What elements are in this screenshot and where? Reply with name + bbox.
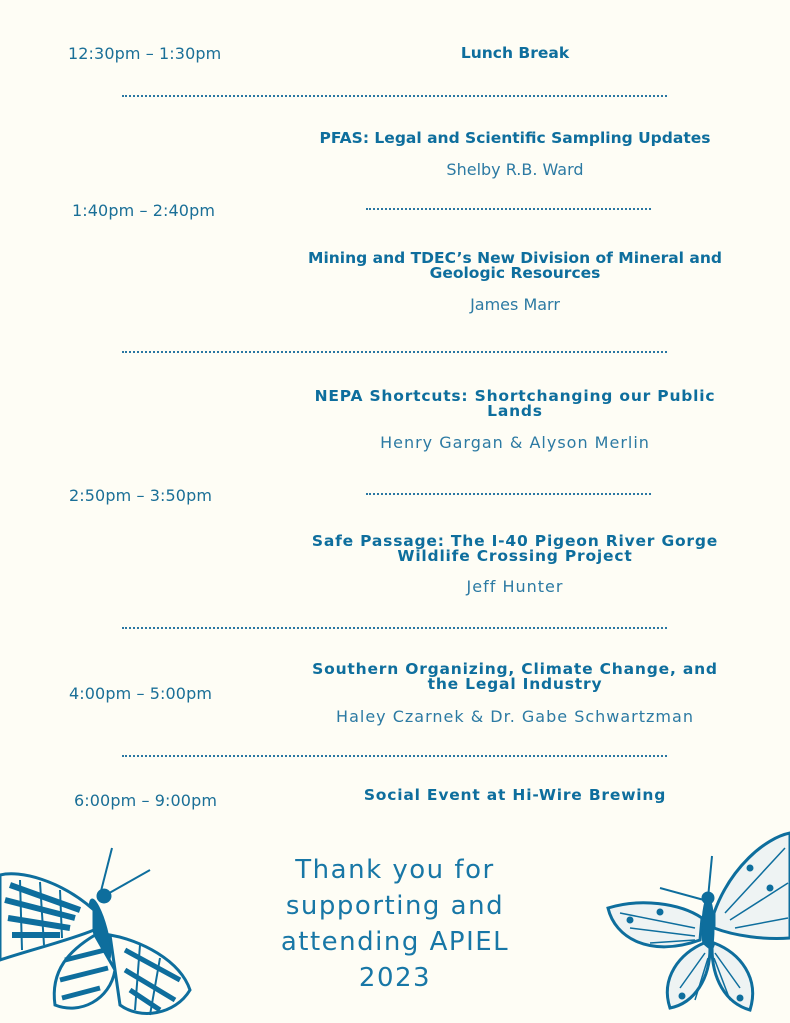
divider	[122, 95, 667, 97]
closing-line4: 2023	[358, 963, 432, 993]
speaker-southern: Haley Czarnek & Dr. Gabe Schwartzman	[336, 707, 694, 726]
talk-title-safe-passage-line2: Wildlife Crossing Project	[397, 547, 633, 565]
speaker-mining: James Marr	[470, 295, 560, 314]
divider	[122, 755, 667, 757]
talk-title-mining-line2: Geologic Resources	[429, 264, 601, 282]
divider	[122, 627, 667, 629]
closing-line3: attending APIEL	[280, 927, 510, 957]
talk-title-mining	[280, 251, 750, 281]
butterfly-right-icon	[600, 828, 790, 1013]
talk-title-safe-passage-line1: Safe Passage: The I-40 Pigeon River Gorge	[311, 532, 719, 550]
speaker-safe-passage: Jeff Hunter	[466, 577, 564, 596]
talk-title-nepa-line2: Lands	[487, 402, 543, 420]
talk-title-safe-passage	[280, 534, 750, 564]
talk-title-southern-line2: the Legal Industry	[427, 675, 603, 693]
block2-time: 2:50pm – 3:50pm	[69, 486, 213, 505]
butterfly-left-icon	[0, 840, 200, 1020]
lunch-time: 12:30pm – 1:30pm	[68, 44, 222, 63]
closing-line1: Thank you for	[295, 855, 495, 885]
block1-time: 1:40pm – 2:40pm	[72, 201, 216, 220]
social-time: 6:00pm – 9:00pm	[74, 791, 218, 810]
social-title: Social Event at Hi-Wire Brewing	[363, 786, 667, 804]
talk-title-nepa-line1: NEPA Shortcuts: Shortchanging our Public	[314, 387, 716, 405]
block3-time: 4:00pm – 5:00pm	[69, 684, 213, 703]
talk-title-pfas: PFAS: Legal and Scientific Sampling Updates	[319, 129, 711, 147]
divider	[122, 351, 667, 353]
talk-title-southern	[280, 662, 750, 692]
divider-short	[366, 208, 651, 210]
talk-title-southern-line1: Southern Organizing, Climate Change, and	[312, 660, 718, 678]
closing-line2: supporting and	[285, 891, 505, 921]
lunch-title: Lunch Break	[460, 44, 570, 62]
talk-title-nepa	[280, 389, 750, 419]
speaker-nepa: Henry Gargan & Alyson Merlin	[380, 433, 650, 452]
talk-title-mining-line1: Mining and TDEC’s New Division of Mineral and	[308, 249, 722, 267]
speaker-pfas: Shelby R.B. Ward	[446, 160, 584, 179]
closing-message	[240, 852, 550, 996]
divider-short	[366, 493, 651, 495]
